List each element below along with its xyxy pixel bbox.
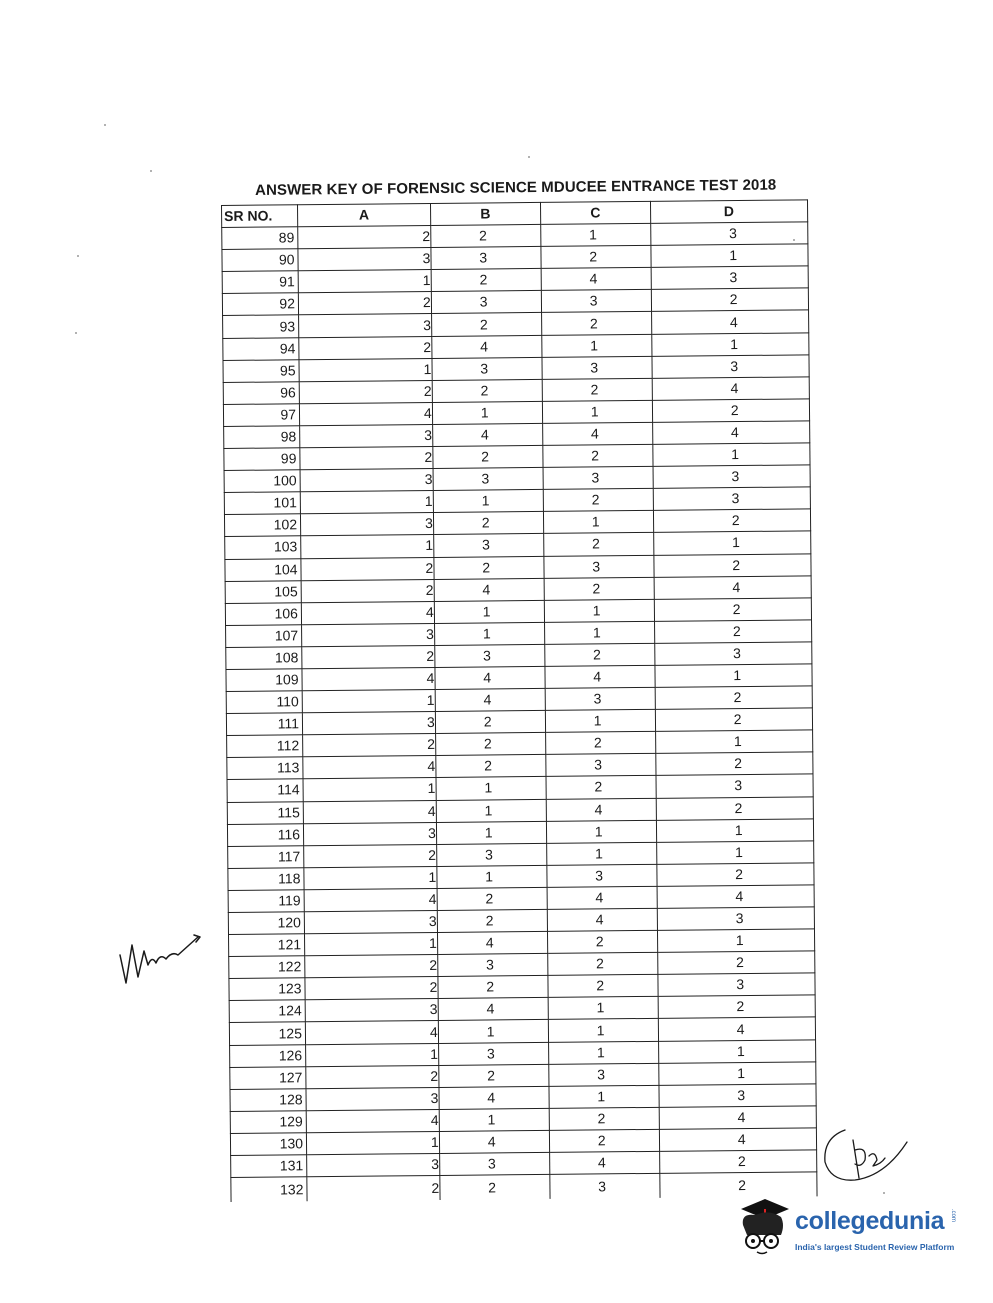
- scan-speck: [104, 124, 106, 126]
- answer-cell-c: 2: [546, 776, 656, 799]
- answer-cell-a: 4: [305, 1021, 438, 1044]
- answer-cell-a: 2: [304, 844, 437, 867]
- answer-cell-b: 3: [432, 357, 542, 380]
- brand-tagline: India's largest Student Review Platform: [795, 1242, 955, 1252]
- answer-key-sheet: [221, 199, 817, 1202]
- answer-cell-b: 2: [439, 1064, 549, 1087]
- sr-no-cell: 125: [229, 1022, 305, 1045]
- answer-cell-d: 4: [651, 310, 808, 334]
- answer-cell-c: 1: [544, 599, 654, 622]
- sr-no-cell: 132: [231, 1177, 307, 1202]
- answer-cell-a: 4: [299, 402, 432, 425]
- sr-no-cell: 105: [225, 580, 301, 603]
- answer-cell-b: 4: [434, 578, 544, 601]
- sr-no-cell: 124: [229, 1000, 305, 1023]
- answer-cell-d: 2: [651, 288, 808, 312]
- sr-no-cell: 118: [228, 868, 304, 891]
- answer-cell-d: 1: [659, 1061, 816, 1085]
- answer-cell-a: 4: [303, 800, 436, 823]
- answer-cell-c: 4: [542, 422, 652, 445]
- answer-cell-c: 3: [541, 290, 651, 313]
- sr-no-cell: 95: [223, 359, 299, 382]
- answer-cell-d: 2: [652, 399, 809, 423]
- answer-cell-d: 2: [658, 995, 815, 1019]
- sr-no-cell: 102: [224, 514, 300, 537]
- answer-cell-d: 1: [656, 818, 813, 842]
- answer-cell-c: 4: [541, 268, 651, 291]
- answer-cell-d: 2: [654, 598, 811, 622]
- answer-cell-b: 2: [435, 711, 545, 734]
- answer-cell-c: 4: [547, 908, 657, 931]
- sr-no-cell: 110: [226, 691, 302, 714]
- answer-cell-a: 1: [302, 690, 435, 713]
- answer-cell-b: 3: [433, 534, 543, 557]
- answer-cell-b: 2: [438, 976, 548, 999]
- page-title: ANSWER KEY OF FORENSIC SCIENCE MDUCEE ENTRANCE TEST 2018: [255, 176, 777, 199]
- sr-no-cell: 114: [227, 779, 303, 802]
- answer-cell-a: 1: [298, 270, 431, 293]
- answer-cell-c: 2: [549, 1129, 659, 1152]
- answer-cell-c: 3: [546, 754, 656, 777]
- answer-cell-d: 1: [653, 443, 810, 467]
- answer-cell-c: 1: [542, 400, 652, 423]
- answer-cell-a: 2: [303, 734, 436, 757]
- answer-cell-a: 3: [300, 513, 433, 536]
- scan-speck: [150, 170, 152, 172]
- answer-cell-b: 3: [435, 644, 545, 667]
- answer-cell-d: 4: [652, 421, 809, 445]
- sr-no-cell: 98: [224, 426, 300, 449]
- answer-cell-c: 2: [543, 533, 653, 556]
- sr-no-cell: 130: [230, 1133, 306, 1156]
- answer-cell-b: 2: [432, 379, 542, 402]
- answer-cell-a: 1: [301, 535, 434, 558]
- sr-no-cell: 97: [223, 404, 299, 427]
- answer-cell-b: 1: [439, 1108, 549, 1131]
- table-body: [222, 222, 817, 1202]
- sr-no-cell: 89: [222, 227, 298, 250]
- answer-cell-c: 1: [540, 223, 650, 246]
- scan-speck: [75, 332, 77, 334]
- answer-cell-a: 3: [299, 314, 432, 337]
- answer-cell-c: 1: [542, 334, 652, 357]
- answer-cell-b: 2: [433, 512, 543, 535]
- signature-left: [110, 925, 205, 990]
- answer-cell-c: 1: [548, 1041, 658, 1064]
- header-b: B: [430, 202, 540, 225]
- sr-no-cell: 108: [226, 647, 302, 670]
- answer-cell-b: 3: [431, 247, 541, 270]
- answer-cell-d: 4: [659, 1128, 816, 1152]
- answer-cell-d: 2: [657, 951, 814, 975]
- answer-cell-b: 4: [437, 931, 547, 954]
- signature-right: [815, 1120, 915, 1200]
- answer-cell-c: 3: [542, 356, 652, 379]
- sr-no-cell: 104: [225, 558, 301, 581]
- answer-cell-a: 3: [300, 424, 433, 447]
- answer-cell-b: 3: [433, 468, 543, 491]
- answer-cell-b: 1: [436, 777, 546, 800]
- answer-cell-c: 1: [546, 842, 656, 865]
- answer-cell-c: 1: [549, 1085, 659, 1108]
- answer-cell-a: 2: [305, 977, 438, 1000]
- answer-cell-a: 1: [304, 933, 437, 956]
- answer-cell-b: 3: [438, 954, 548, 977]
- answer-cell-d: 2: [660, 1172, 817, 1198]
- sr-no-cell: 111: [226, 713, 302, 736]
- answer-cell-c: 2: [548, 975, 658, 998]
- header-sr-no: SR NO.: [222, 205, 298, 228]
- table-row: [231, 1172, 817, 1202]
- answer-cell-b: 1: [436, 821, 546, 844]
- answer-cell-a: 4: [301, 601, 434, 624]
- answer-cell-c: 2: [541, 312, 651, 335]
- answer-cell-d: 1: [655, 664, 812, 688]
- answer-cell-b: 4: [432, 423, 542, 446]
- answer-cell-b: 1: [437, 865, 547, 888]
- answer-cell-a: 2: [301, 579, 434, 602]
- answer-cell-c: 2: [549, 1107, 659, 1130]
- answer-cell-c: 2: [547, 930, 657, 953]
- answer-cell-b: 4: [435, 688, 545, 711]
- sr-no-cell: 127: [230, 1066, 306, 1089]
- sr-no-cell: 120: [228, 912, 304, 935]
- answer-cell-a: 2: [301, 557, 434, 580]
- answer-cell-d: 4: [657, 885, 814, 909]
- sr-no-cell: 117: [228, 845, 304, 868]
- mascot-icon: [735, 1195, 793, 1257]
- sr-no-cell: 113: [227, 757, 303, 780]
- answer-cell-c: 2: [543, 444, 653, 467]
- answer-cell-d: 3: [652, 355, 809, 379]
- answer-cell-d: 4: [658, 1017, 815, 1041]
- answer-cell-b: 2: [431, 313, 541, 336]
- answer-cell-a: 4: [303, 756, 436, 779]
- sr-no-cell: 106: [225, 602, 301, 625]
- sr-no-cell: 90: [222, 249, 298, 272]
- answer-key-table: [221, 199, 817, 1202]
- answer-cell-a: 2: [299, 380, 432, 403]
- header-c: C: [540, 201, 650, 224]
- answer-cell-a: 1: [299, 358, 432, 381]
- answer-cell-b: 1: [434, 600, 544, 623]
- answer-cell-b: 2: [436, 755, 546, 778]
- answer-cell-a: 3: [302, 623, 435, 646]
- answer-cell-b: 2: [435, 733, 545, 756]
- answer-cell-b: 1: [433, 490, 543, 513]
- answer-cell-d: 3: [651, 266, 808, 290]
- answer-cell-a: 1: [304, 866, 437, 889]
- answer-cell-c: 1: [543, 511, 653, 534]
- answer-cell-d: 3: [650, 222, 807, 246]
- sr-no-cell: 101: [224, 492, 300, 515]
- answer-cell-d: 2: [656, 796, 813, 820]
- answer-cell-c: 4: [545, 665, 655, 688]
- answer-cell-c: 2: [547, 953, 657, 976]
- answer-cell-d: 2: [653, 509, 810, 533]
- answer-cell-d: 4: [654, 575, 811, 599]
- answer-cell-c: 3: [547, 864, 657, 887]
- answer-cell-d: 2: [655, 708, 812, 732]
- answer-cell-d: 2: [654, 553, 811, 577]
- answer-cell-d: 1: [653, 531, 810, 555]
- header-d: D: [650, 200, 807, 224]
- answer-cell-d: 1: [656, 841, 813, 865]
- answer-cell-d: 3: [656, 774, 813, 798]
- answer-cell-c: 1: [544, 621, 654, 644]
- answer-cell-b: 4: [439, 1086, 549, 1109]
- brand-name: collegedunia: [795, 1207, 945, 1235]
- answer-cell-a: 4: [304, 888, 437, 911]
- answer-cell-d: 3: [655, 642, 812, 666]
- answer-cell-a: 3: [306, 1087, 439, 1110]
- answer-cell-c: 3: [550, 1173, 660, 1199]
- sr-no-cell: 122: [229, 956, 305, 979]
- answer-cell-b: 2: [433, 445, 543, 468]
- answer-cell-a: 3: [303, 822, 436, 845]
- sr-no-cell: 93: [223, 315, 299, 338]
- answer-cell-d: 2: [655, 686, 812, 710]
- answer-cell-b: 1: [434, 622, 544, 645]
- answer-cell-c: 4: [547, 886, 657, 909]
- answer-cell-c: 1: [548, 1019, 658, 1042]
- sr-no-cell: 100: [224, 470, 300, 493]
- sr-no-cell: 121: [229, 934, 305, 957]
- answer-cell-c: 3: [545, 687, 655, 710]
- answer-cell-d: 1: [655, 730, 812, 754]
- sr-no-cell: 123: [229, 978, 305, 1001]
- sr-no-cell: 129: [230, 1111, 306, 1134]
- answer-cell-b: 3: [439, 1152, 549, 1175]
- sr-no-cell: 119: [228, 890, 304, 913]
- answer-cell-a: 3: [302, 712, 435, 735]
- answer-cell-d: 2: [654, 620, 811, 644]
- answer-cell-c: 2: [545, 732, 655, 755]
- answer-cell-a: 4: [302, 667, 435, 690]
- answer-cell-b: 2: [431, 225, 541, 248]
- answer-cell-a: 3: [300, 469, 433, 492]
- answer-cell-b: 3: [431, 291, 541, 314]
- sr-no-cell: 91: [222, 271, 298, 294]
- answer-cell-b: 3: [438, 1042, 548, 1065]
- answer-cell-b: 2: [437, 887, 547, 910]
- answer-cell-d: 3: [653, 487, 810, 511]
- answer-cell-d: 4: [659, 1106, 816, 1130]
- sr-no-cell: 109: [226, 669, 302, 692]
- answer-cell-a: 2: [299, 336, 432, 359]
- sr-no-cell: 96: [223, 382, 299, 405]
- sr-no-cell: 112: [227, 735, 303, 758]
- sr-no-cell: 115: [227, 801, 303, 824]
- answer-cell-c: 2: [544, 577, 654, 600]
- answer-cell-c: 1: [546, 820, 656, 843]
- answer-cell-a: 2: [307, 1176, 440, 1202]
- scan-speck: [77, 255, 79, 257]
- sr-no-cell: 131: [231, 1155, 307, 1178]
- answer-cell-d: 1: [657, 929, 814, 953]
- answer-cell-c: 1: [545, 710, 655, 733]
- answer-cell-a: 2: [305, 955, 438, 978]
- answer-cell-c: 2: [541, 246, 651, 269]
- answer-cell-b: 1: [432, 401, 542, 424]
- answer-cell-b: 2: [431, 269, 541, 292]
- sr-no-cell: 92: [222, 293, 298, 316]
- sr-no-cell: 99: [224, 448, 300, 471]
- answer-cell-a: 4: [306, 1109, 439, 1132]
- answer-cell-d: 1: [652, 332, 809, 356]
- answer-cell-b: 4: [439, 1130, 549, 1153]
- answer-cell-d: 2: [659, 1150, 816, 1174]
- answer-cell-c: 1: [548, 997, 658, 1020]
- answer-cell-d: 3: [659, 1084, 816, 1108]
- answer-cell-d: 2: [656, 752, 813, 776]
- answer-cell-b: 1: [438, 1020, 548, 1043]
- answer-cell-d: 1: [658, 1039, 815, 1063]
- answer-cell-d: 4: [652, 377, 809, 401]
- answer-cell-a: 1: [303, 778, 436, 801]
- answer-cell-a: 2: [300, 447, 433, 470]
- answer-cell-c: 3: [543, 466, 653, 489]
- scan-speck: [528, 156, 530, 158]
- answer-cell-d: 2: [657, 863, 814, 887]
- answer-cell-b: 1: [436, 799, 546, 822]
- answer-cell-b: 2: [437, 909, 547, 932]
- answer-cell-b: 4: [435, 666, 545, 689]
- answer-cell-a: 2: [298, 226, 431, 249]
- answer-cell-a: 2: [298, 292, 431, 315]
- sr-no-cell: 128: [230, 1088, 306, 1111]
- answer-cell-c: 3: [549, 1063, 659, 1086]
- answer-cell-c: 2: [545, 643, 655, 666]
- collegedunia-logo: [735, 1195, 965, 1265]
- sr-no-cell: 126: [230, 1044, 306, 1067]
- answer-cell-b: 2: [440, 1175, 550, 1201]
- sr-no-cell: 107: [226, 625, 302, 648]
- answer-cell-a: 1: [306, 1043, 439, 1066]
- answer-cell-a: 3: [298, 248, 431, 271]
- answer-cell-b: 2: [434, 556, 544, 579]
- answer-cell-c: 2: [542, 378, 652, 401]
- answer-cell-a: 3: [307, 1153, 440, 1176]
- answer-cell-c: 4: [549, 1151, 659, 1174]
- answer-cell-d: 3: [653, 465, 810, 489]
- answer-cell-a: 2: [302, 645, 435, 668]
- sr-no-cell: 116: [227, 823, 303, 846]
- answer-cell-b: 4: [438, 998, 548, 1021]
- answer-cell-b: 3: [436, 843, 546, 866]
- sr-no-cell: 94: [223, 337, 299, 360]
- brand-suffix: .com: [950, 1209, 956, 1223]
- answer-cell-d: 3: [658, 973, 815, 997]
- answer-cell-c: 2: [543, 489, 653, 512]
- sr-no-cell: 103: [225, 536, 301, 559]
- answer-cell-a: 2: [306, 1065, 439, 1088]
- answer-cell-a: 1: [306, 1131, 439, 1154]
- answer-cell-b: 4: [432, 335, 542, 358]
- answer-cell-c: 3: [544, 555, 654, 578]
- answer-cell-a: 3: [305, 999, 438, 1022]
- answer-cell-c: 4: [546, 798, 656, 821]
- header-a: A: [298, 203, 431, 226]
- answer-cell-d: 3: [657, 907, 814, 931]
- answer-cell-a: 3: [304, 910, 437, 933]
- answer-cell-a: 1: [300, 491, 433, 514]
- answer-cell-d: 1: [651, 244, 808, 268]
